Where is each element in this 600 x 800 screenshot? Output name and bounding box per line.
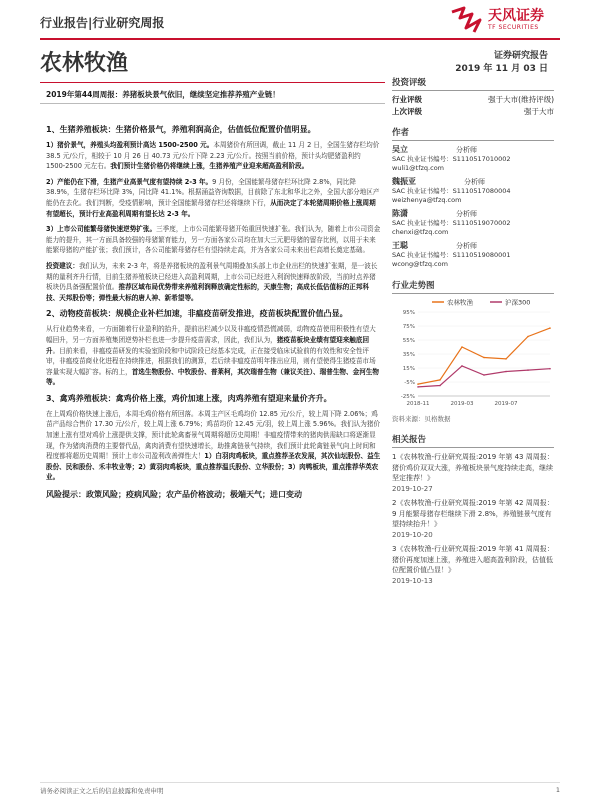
data-point	[483, 357, 485, 359]
related-report-item[interactable]: 2《农林牧渔-行业研究周报:2019 年第 42 周周报：9 月能繁母猪存栏继续下滑 2.8%，养殖链景气度有望持续抬升！》 2019-10-20	[392, 499, 554, 539]
y-tick-label: 35%	[402, 352, 415, 358]
title-divider	[40, 82, 385, 83]
related-title: 相关报告	[392, 433, 554, 448]
prev-rating-value: 强于大市	[524, 107, 554, 116]
industry-rating-row	[392, 94, 554, 106]
legend-label: 沪深300	[505, 298, 531, 307]
analyst-name: 王聪 分析师	[392, 241, 477, 250]
analyst-email[interactable]: chenxi@tfzq.com	[392, 228, 449, 236]
section-heading-1: 1、生猪养殖板块：生猪价格景气，养殖利润高企，估值低位配置价值明显。	[46, 125, 316, 134]
report-type: 证券研究报告	[493, 51, 548, 61]
logo-cn: 天风证券	[488, 8, 544, 24]
paragraph: 从行业趋势来看，一方面随着行业盈利的抬升，提前出栏减少以及非瘟疫情恐慌减弱，动物疫苗使用积极性有望大幅回升，另一方面养殖集团逆势补栏也进一步提升疫苗需求，因此，我们认为，猪疫苗板块业绩有望迎来触底回升。目前来看，非瘟疫苗研发的实验室阶段和中试阶段已经基本完成，正在接受临床试验前的有效性和安全性评审，非瘟疫苗商业化进程在持续推进，根据我们的测算，若后续非瘟疫苗明年推出应用，则有望使得生猪疫苗市场容量实现大幅扩容。标的上，首选生物股份、中牧股份、普莱柯，其次瑞普生物（兼议关注）、瑞普生物、金河生物等。	[46, 325, 379, 387]
analyst-code: SAC 执业证书编号：S1110517080004	[392, 187, 511, 195]
page-title: 农林牧渔	[40, 51, 129, 76]
paragraph: 在上周鸡价格快速上涨后，本周毛鸡价格有所回落。本周主产区毛鸡均价 12.85 元/公斤，较上周下降 2.06%；鸡苗产品综合售价 17.30 元/公斤，较上周上涨 6.79%；鸡苗均价 12.45 元/羽，较上周上涨 5.96%。我们认为猪价加速上涨有望对鸡价上涨提供支撑，预计此轮禽畜景气周期将超历史周期！非瘟疫情带来的猪肉供需缺口将逐渐显现，作为猪肉消费的主要替代品，禽肉消费有望快速增长，助推禽链景气持续，我们预计此轮禽链景气向上时间和程度都将超历史周期！预计上市公司盈利改善弹性大！1）白羽肉鸡板块，重点推荐圣农发展，其次仙坛股份、益生股份、民和股份、禾丰牧业等；2）黄羽肉鸡板块，重点推荐温氏股份、立华股份；3）肉鸭板块，重点推荐华英农业。	[46, 409, 381, 482]
related-report-item[interactable]: 3《农林牧渔-行业研究周报:2019 年第 41 周周报：猪价再度加速上涨，养殖进入超高盈利阶段，估值低位配置价值凸显！》 2019-10-13	[392, 545, 554, 585]
x-tick-label: 2019-03	[450, 401, 474, 407]
subtitle-divider	[40, 103, 385, 104]
data-point	[461, 346, 463, 348]
data-point	[505, 358, 507, 360]
analyst-entry	[392, 241, 554, 269]
data-point	[527, 369, 529, 371]
analyst-email[interactable]: wuli1@tfzq.com	[392, 164, 445, 172]
sidebar	[392, 76, 554, 586]
header-divider	[40, 38, 560, 40]
analyst-code: SAC 执业证书编号：S1110517010002	[392, 155, 511, 163]
paragraph: 3）上市公司能繁母猪快速逆势扩张。三季度，上市公司能繁母猪开始重回快速扩张。我们认为，随着上市公司资金能力的提升，其一方面具备较强的母猪繁育能力，另一方面各家公司均在加大三元肥母猪的留存比例，以用于未来能繁母猪的产能扩张；我们预计，各公司能繁母猪存栏有望持续走高，并为各家公司未来出栏高增长奠定基础。	[46, 225, 381, 255]
legend-label: 农林牧渔	[447, 298, 473, 307]
page-footer	[40, 782, 560, 795]
analyst-entry	[392, 209, 554, 237]
analyst-name: 魏振亚 分析师	[392, 177, 485, 186]
paragraph: 投资建议：我们认为，未来 2-3 年，将是养猪板块的盈利景气周期叠加头部上市企业出栏的快速扩张期，是一波长期的量利齐升行情，目前生猪养殖板块已经进入高盈利周期，上市公司已经进入利润快速释放阶段，当前时点养猪板块仍具备强配置价值。推荐区域布局优势带来养殖利润释放确定性标的，天康生物；高成长低估值标的正邦科技、天邦股份等；弹性最大标的唐人神、新希望等。	[46, 261, 378, 302]
x-tick-label: 2019-07	[494, 401, 518, 407]
y-tick-label: -5%	[404, 380, 415, 386]
report-date: 2019 年 11 月 03 日	[455, 64, 548, 74]
analyst-name: 吴立 分析师	[392, 145, 477, 154]
prev-rating-row	[392, 106, 554, 118]
risk-warning: 风险提示：政策风险；疫病风险；农产品价格波动；极端天气；进口变动	[46, 490, 302, 500]
data-point	[439, 379, 441, 381]
data-point	[439, 385, 441, 387]
prev-rating-label: 上次评级	[392, 107, 422, 116]
data-point	[505, 371, 507, 373]
y-tick-label: 55%	[402, 338, 415, 344]
series-line	[418, 366, 550, 387]
authors-title: 作者	[392, 126, 554, 141]
data-point	[549, 368, 551, 370]
data-point	[461, 365, 463, 367]
company-logo	[450, 6, 544, 34]
disclaimer-note: 请务必阅读正文之后的信息披露和免责申明	[40, 787, 164, 795]
analyst-code: SAC 执业证书编号：S1110519080001	[392, 251, 511, 259]
data-point	[417, 383, 419, 385]
section-heading-3: 3、禽鸡养殖板块：禽鸡价格上涨，鸡价加速上涨，肉鸡养殖有望迎来量价齐升。	[46, 393, 332, 403]
main-body	[46, 124, 381, 505]
authors-list	[392, 145, 554, 269]
analyst-email[interactable]: weizhenya@tfzq.com	[392, 196, 462, 204]
related-report-item[interactable]: 1《农林牧渔-行业研究周报:2019 年第 43 周周报：猪价鸡价双双大涨，养殖板块景气度持续走高，继续坚定推荐！》 2019-10-27	[392, 453, 554, 493]
analyst-entry	[392, 177, 554, 205]
analyst-entry	[392, 145, 554, 173]
chart-source: 资料来源：贝格数据	[392, 415, 451, 423]
section-heading-2: 2、动物疫苗板块：规模企业补栏加速，非瘟疫苗研发推进，疫苗板块配置价值凸显。	[46, 309, 348, 319]
tf-logo-icon	[450, 6, 484, 34]
trend-chart	[392, 296, 554, 414]
x-tick-label: 2018-11	[406, 401, 430, 407]
data-point	[417, 386, 419, 388]
page-number: 1	[555, 786, 560, 794]
report-category: 行业报告|行业研究周报	[40, 16, 165, 30]
y-tick-label: 75%	[402, 324, 415, 330]
y-tick-label: 15%	[402, 366, 415, 372]
industry-rating-value: 强于大市(维持评级)	[488, 95, 554, 104]
trend-chart-title: 行业走势图	[392, 279, 554, 294]
industry-rating-label: 行业评级	[392, 95, 422, 104]
analyst-code: SAC 执业证书编号：S1110519070002	[392, 219, 511, 227]
data-point	[527, 336, 529, 338]
data-point	[483, 374, 485, 376]
y-tick-label: 95%	[402, 310, 415, 316]
paragraph: 2）产能仍在下滑，生猪产业高景气度有望持续 2-3 年。9 月份，全国能繁母猪存栏环比降 2.8%，同比降 38.9%，生猪存栏环比降 3%，同比降 41.1%。根据涌益咨询数据，目前除了东北和华北之外，全国大部分地区产能仍在去化。我们判断，受疫情影响，预计全国能繁母猪存栏还将继续下行，从而决定了本轮猪周期价格上涨周期有望超长，预计行业高盈利周期有望长达 2-3 年。	[46, 177, 380, 218]
y-tick-label: -25%	[400, 394, 415, 400]
analyst-email[interactable]: wcong@tfzq.com	[392, 260, 448, 268]
report-subtitle: 2019年第44周周报：养猪板块景气依旧，继续坚定推荐养殖产业链！	[46, 90, 280, 99]
rating-title: 投资评级	[392, 76, 554, 91]
paragraph: 1）猪价景气，养殖头均盈利预计高达 1500-2500 元。本周猪价有所回调，截止 11 月 2 日，全国生猪存栏均价 38.5 元/公斤，相较于 10 月 26 日 40.73 元/公斤下降 2.23 元/公斤。按照当前价格，预计头均肥猪盈利约 1500-2500 元左右。我们预计生猪价格仍将继续上涨，生猪养殖产业迎来超高盈利阶段。	[46, 141, 380, 171]
data-point	[549, 327, 551, 329]
analyst-name: 陈潇 分析师	[392, 209, 477, 218]
logo-en: TF SECURITIES	[488, 24, 539, 31]
